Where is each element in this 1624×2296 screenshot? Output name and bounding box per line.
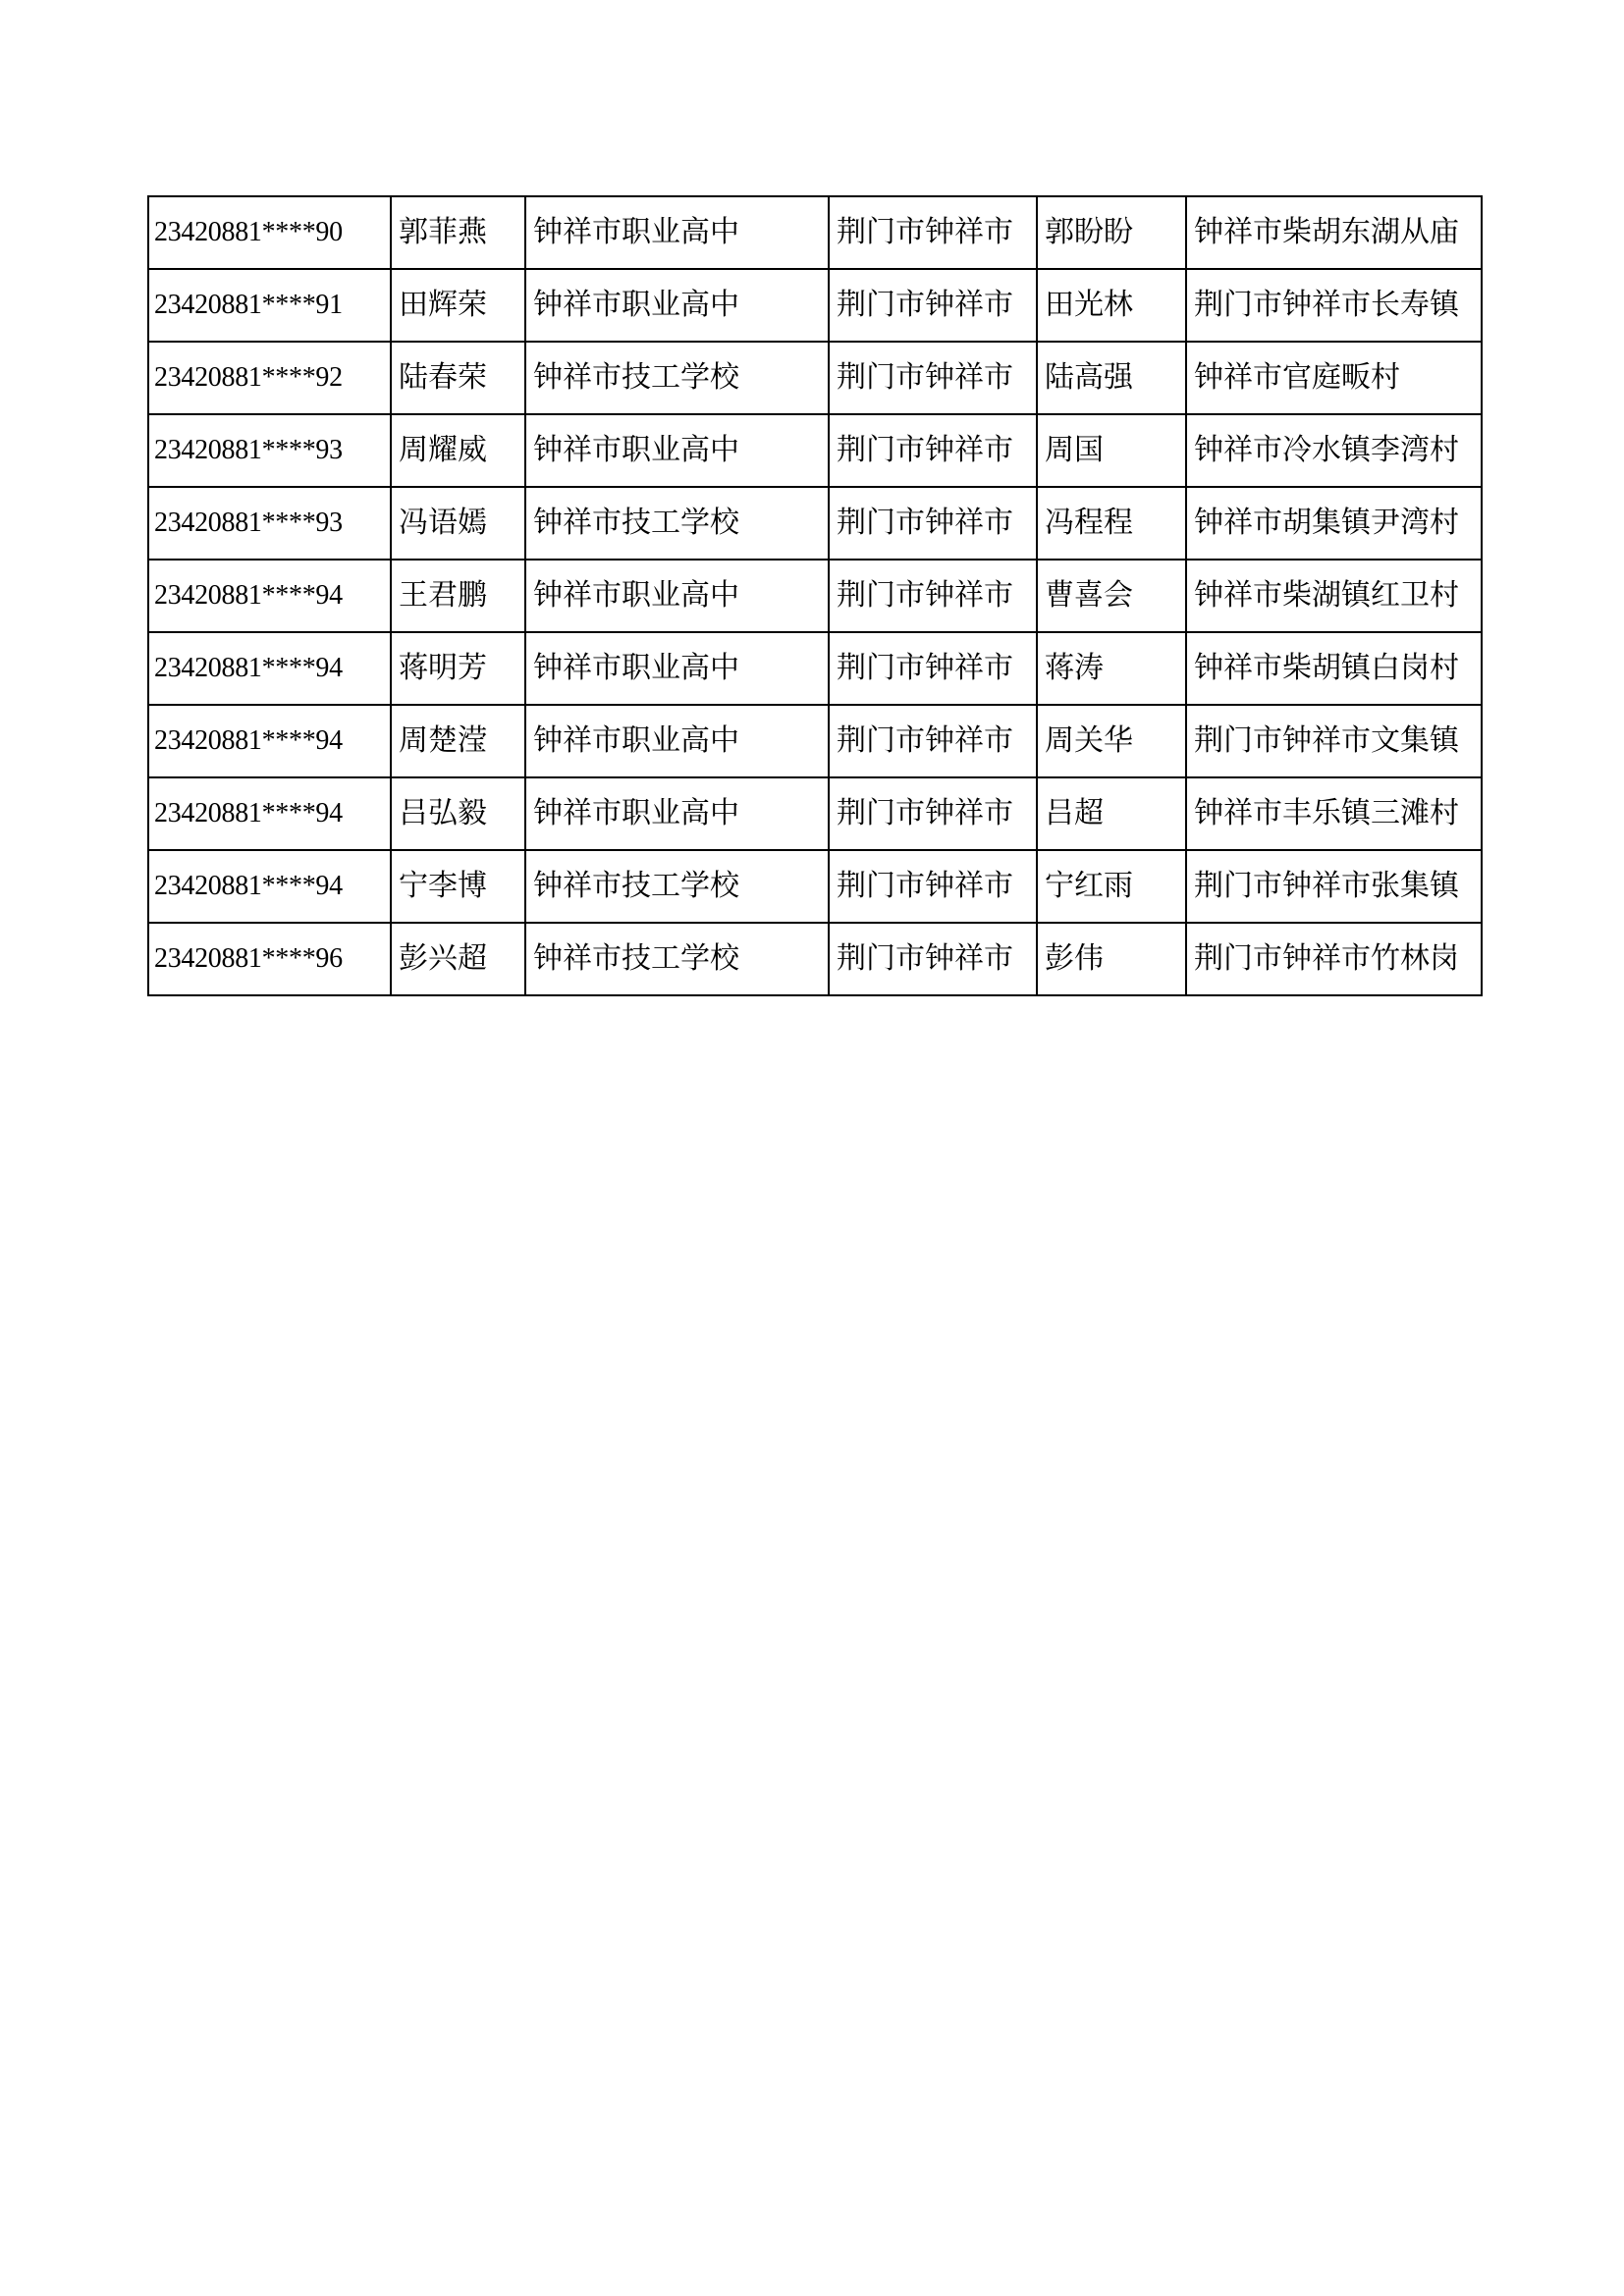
region-cell: 荆门市钟祥市 [829, 414, 1037, 487]
guardian-name-cell: 周国 [1037, 414, 1186, 487]
table-body [148, 196, 1482, 995]
student-name-cell: 彭兴超 [391, 923, 525, 995]
school-cell: 钟祥市职业高中 [525, 560, 829, 632]
student-name-cell: 宁李博 [391, 850, 525, 923]
region-cell: 荆门市钟祥市 [829, 923, 1037, 995]
school-cell: 钟祥市技工学校 [525, 850, 829, 923]
table-row [148, 196, 1482, 269]
id-number-cell: 23420881****94 [148, 777, 391, 850]
id-number-cell: 23420881****94 [148, 850, 391, 923]
address-cell: 钟祥市官庭畈村 [1186, 342, 1482, 414]
guardian-name-cell: 田光林 [1037, 269, 1186, 342]
address-cell: 钟祥市柴胡镇白岗村 [1186, 632, 1482, 705]
school-cell: 钟祥市技工学校 [525, 342, 829, 414]
table-row [148, 560, 1482, 632]
guardian-name-cell: 冯程程 [1037, 487, 1186, 560]
school-cell: 钟祥市职业高中 [525, 269, 829, 342]
address-cell: 钟祥市丰乐镇三滩村 [1186, 777, 1482, 850]
id-number-cell: 23420881****94 [148, 705, 391, 777]
region-cell: 荆门市钟祥市 [829, 560, 1037, 632]
id-number-cell: 23420881****96 [148, 923, 391, 995]
student-name-cell: 蒋明芳 [391, 632, 525, 705]
guardian-name-cell: 陆高强 [1037, 342, 1186, 414]
id-number-cell: 23420881****92 [148, 342, 391, 414]
table-row [148, 269, 1482, 342]
school-cell: 钟祥市职业高中 [525, 414, 829, 487]
id-number-cell: 23420881****94 [148, 560, 391, 632]
student-name-cell: 田辉荣 [391, 269, 525, 342]
guardian-name-cell: 彭伟 [1037, 923, 1186, 995]
address-cell: 荆门市钟祥市文集镇 [1186, 705, 1482, 777]
address-cell: 钟祥市柴胡东湖从庙 [1186, 196, 1482, 269]
school-cell: 钟祥市职业高中 [525, 632, 829, 705]
region-cell: 荆门市钟祥市 [829, 705, 1037, 777]
region-cell: 荆门市钟祥市 [829, 777, 1037, 850]
school-cell: 钟祥市职业高中 [525, 705, 829, 777]
student-name-cell: 陆春荣 [391, 342, 525, 414]
region-cell: 荆门市钟祥市 [829, 632, 1037, 705]
student-name-cell: 周耀威 [391, 414, 525, 487]
student-name-cell: 冯语嫣 [391, 487, 525, 560]
id-number-cell: 23420881****93 [148, 487, 391, 560]
address-cell: 荆门市钟祥市竹林岗 [1186, 923, 1482, 995]
table-row [148, 342, 1482, 414]
table-row [148, 777, 1482, 850]
address-cell: 荆门市钟祥市张集镇 [1186, 850, 1482, 923]
table-row [148, 487, 1482, 560]
address-cell: 钟祥市柴湖镇红卫村 [1186, 560, 1482, 632]
region-cell: 荆门市钟祥市 [829, 487, 1037, 560]
id-number-cell: 23420881****90 [148, 196, 391, 269]
region-cell: 荆门市钟祥市 [829, 196, 1037, 269]
id-number-cell: 23420881****93 [148, 414, 391, 487]
guardian-name-cell: 周关华 [1037, 705, 1186, 777]
student-table [147, 195, 1483, 996]
student-name-cell: 吕弘毅 [391, 777, 525, 850]
table-row [148, 923, 1482, 995]
address-cell: 钟祥市胡集镇尹湾村 [1186, 487, 1482, 560]
student-name-cell: 郭菲燕 [391, 196, 525, 269]
address-cell: 钟祥市冷水镇李湾村 [1186, 414, 1482, 487]
region-cell: 荆门市钟祥市 [829, 269, 1037, 342]
table-row [148, 414, 1482, 487]
guardian-name-cell: 郭盼盼 [1037, 196, 1186, 269]
id-number-cell: 23420881****91 [148, 269, 391, 342]
address-cell: 荆门市钟祥市长寿镇 [1186, 269, 1482, 342]
table-row [148, 705, 1482, 777]
id-number-cell: 23420881****94 [148, 632, 391, 705]
student-name-cell: 周楚滢 [391, 705, 525, 777]
guardian-name-cell: 蒋涛 [1037, 632, 1186, 705]
table-row [148, 632, 1482, 705]
region-cell: 荆门市钟祥市 [829, 342, 1037, 414]
guardian-name-cell: 吕超 [1037, 777, 1186, 850]
school-cell: 钟祥市技工学校 [525, 487, 829, 560]
region-cell: 荆门市钟祥市 [829, 850, 1037, 923]
guardian-name-cell: 宁红雨 [1037, 850, 1186, 923]
school-cell: 钟祥市职业高中 [525, 777, 829, 850]
school-cell: 钟祥市职业高中 [525, 196, 829, 269]
school-cell: 钟祥市技工学校 [525, 923, 829, 995]
table-row [148, 850, 1482, 923]
student-name-cell: 王君鹏 [391, 560, 525, 632]
guardian-name-cell: 曹喜会 [1037, 560, 1186, 632]
